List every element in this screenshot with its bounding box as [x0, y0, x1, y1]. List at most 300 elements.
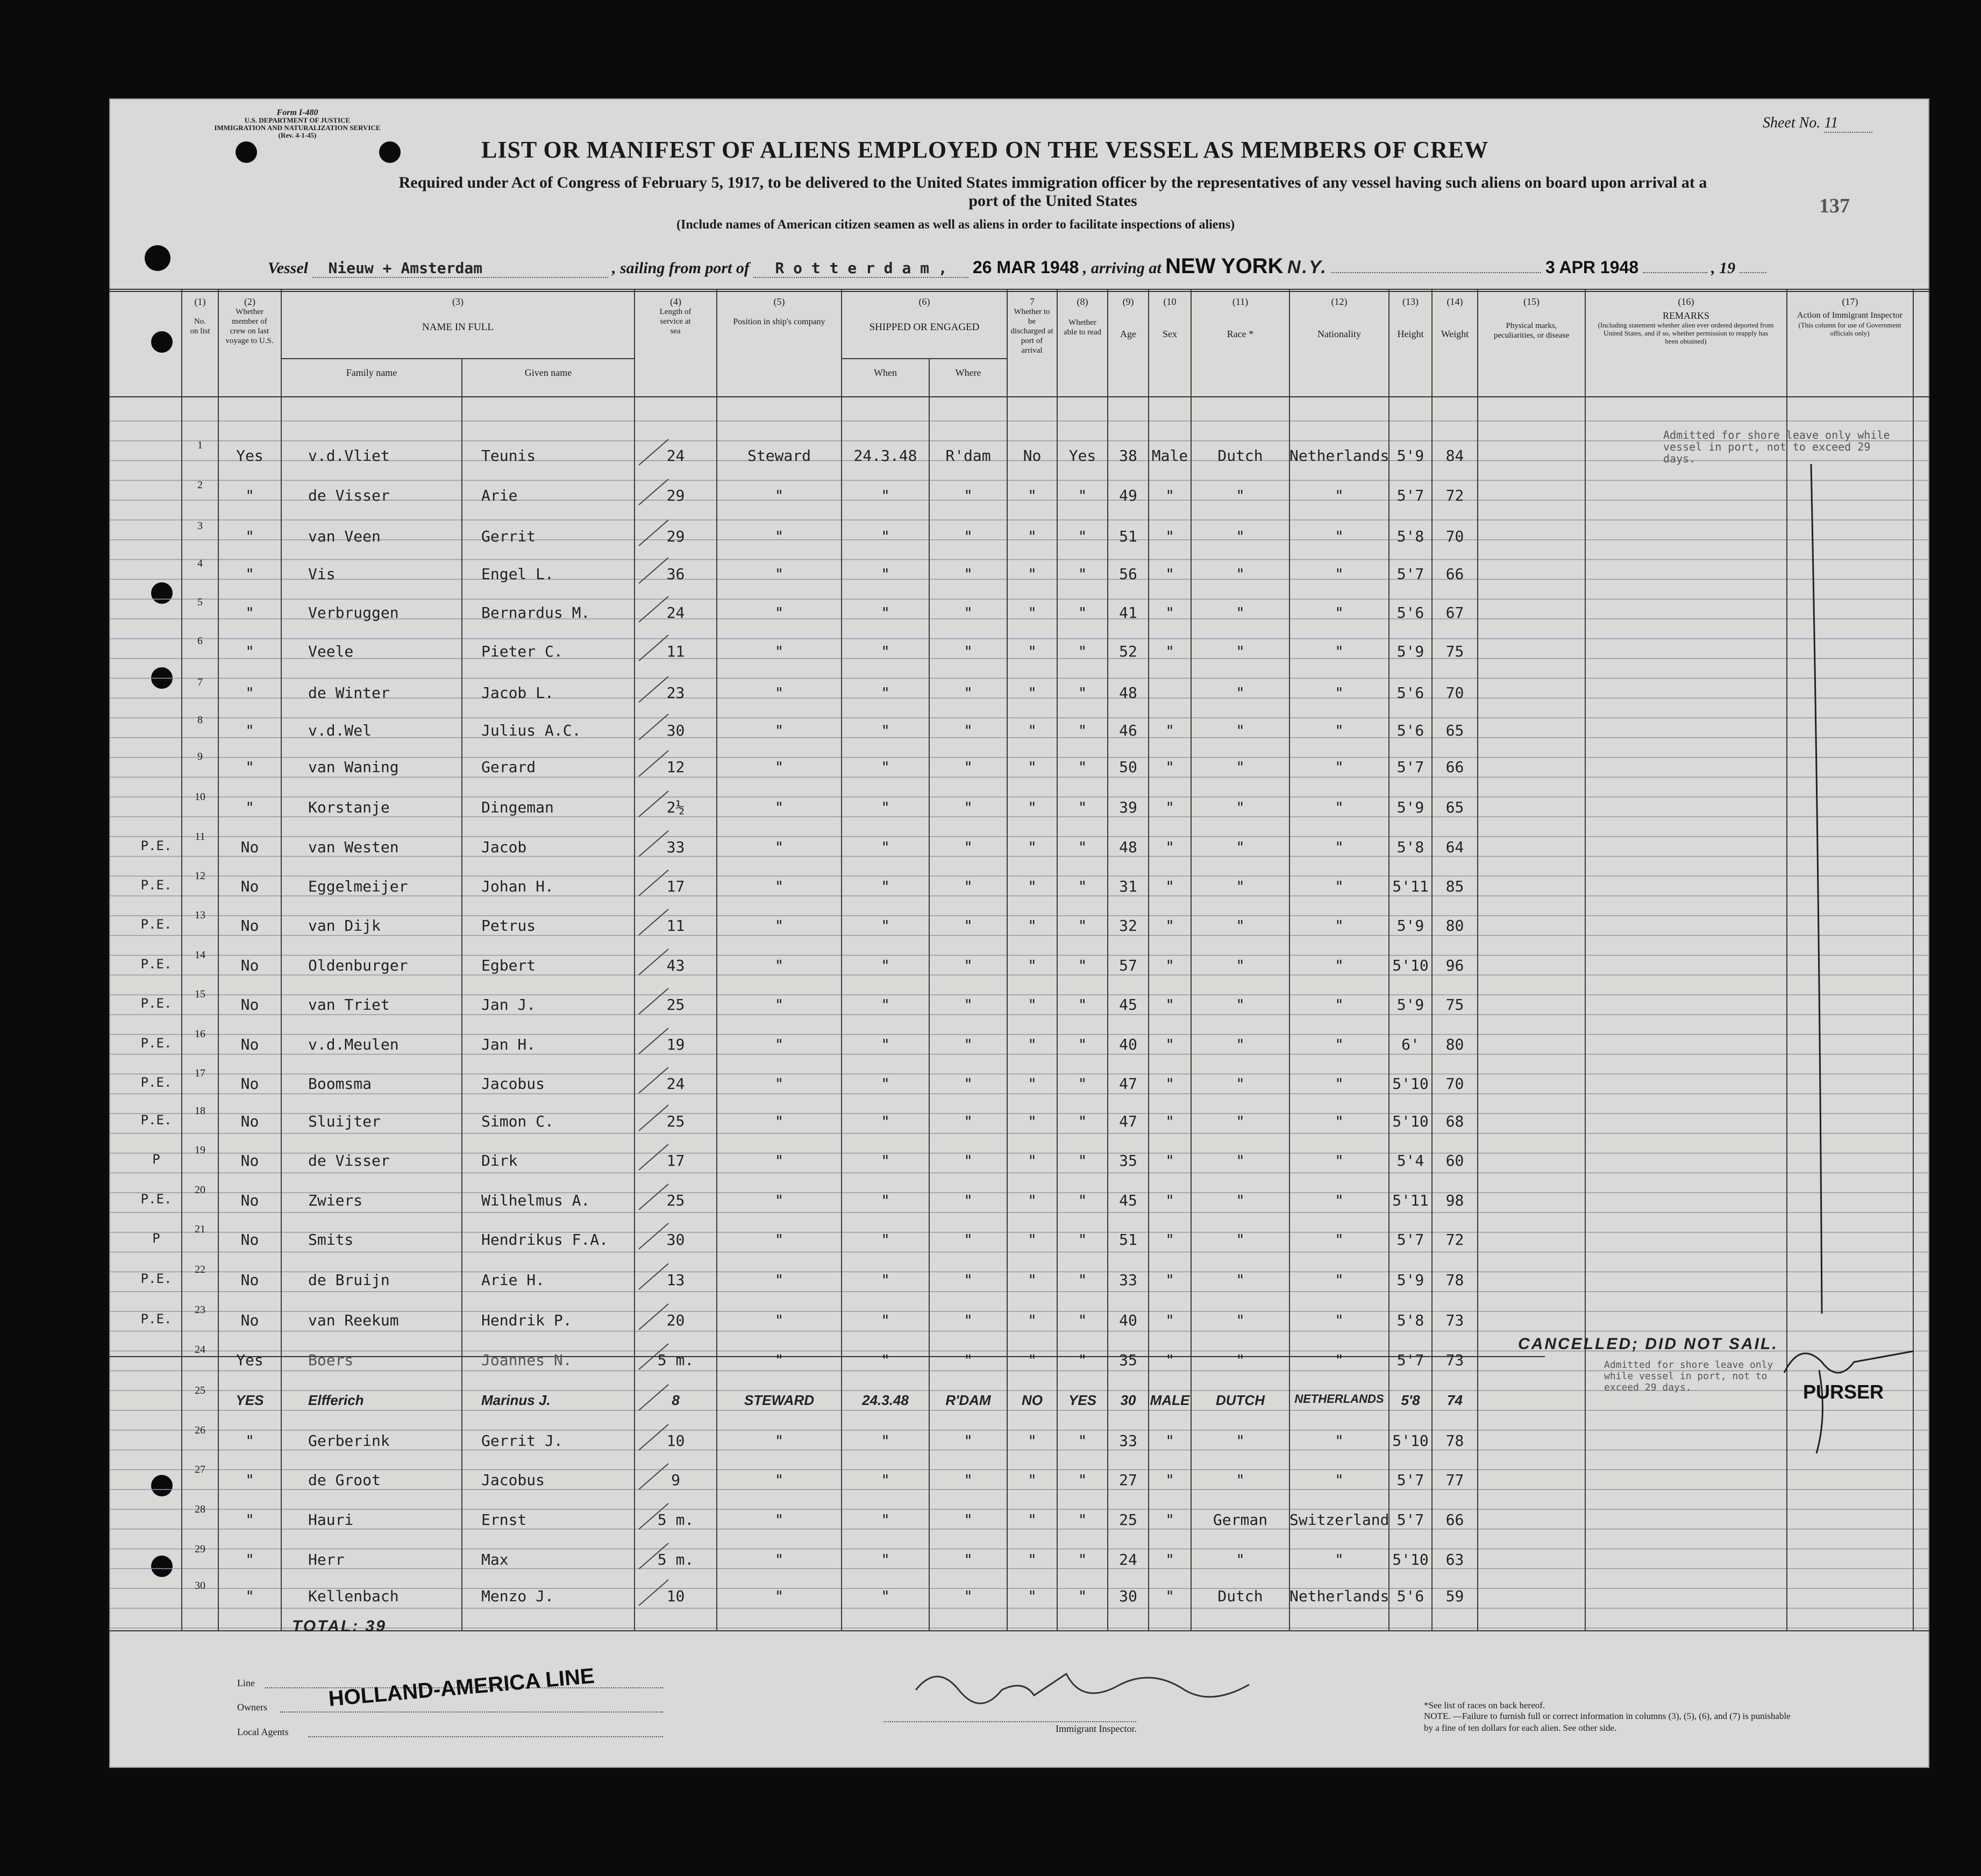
cell-pe-mark: P.E. [140, 1112, 172, 1128]
cell-position: " [774, 1152, 784, 1169]
cell-family-name: v.d.Meulen [308, 1036, 399, 1053]
header-col-13 [1389, 296, 1432, 339]
cell-given-name: Jacobus [481, 1471, 545, 1489]
cell-shipped-where: " [964, 798, 973, 816]
cell-family-name: Oldenburger [308, 957, 408, 974]
cell-age: 47 [1119, 1075, 1137, 1093]
cell-discharged: " [1028, 604, 1037, 622]
cell-able-to-read: " [1078, 1432, 1087, 1450]
header-col-7-num: 7 [1030, 296, 1035, 307]
cell-service-length: 25 [666, 1192, 685, 1209]
cell-weight: 80 [1445, 1036, 1464, 1053]
header-col-15-label: Physical marks, peculiarities, or disease [1493, 322, 1570, 340]
cell-height: 5'7 [1396, 1471, 1424, 1489]
cell-shipped-where: " [964, 1075, 973, 1093]
cell-weight: 74 [1447, 1392, 1463, 1408]
cell-nationality: " [1335, 565, 1344, 583]
cell-nationality: Switzerland [1289, 1511, 1389, 1529]
cell-discharged: " [1028, 878, 1037, 895]
cell-age: 24 [1119, 1551, 1137, 1568]
cell-service-length: 5 m. [657, 1551, 694, 1568]
header-col-14-num: (14) [1446, 296, 1463, 307]
row-number: 25 [195, 1385, 205, 1396]
cell-service-length: 29 [666, 527, 685, 545]
cell-age: 40 [1119, 1311, 1137, 1329]
cell-pe-mark: P [152, 1231, 160, 1246]
cell-position: " [774, 996, 784, 1014]
cell-nationality: " [1335, 1351, 1344, 1369]
sailing-port: R o t t e r d a m , [753, 259, 968, 278]
cell-age: 51 [1119, 1231, 1137, 1249]
cell-able-to-read: " [1078, 604, 1087, 622]
cell-given-name: Wilhelmus A. [481, 1192, 590, 1209]
cell-age: 48 [1119, 684, 1137, 702]
cell-given-name: Jan J. [481, 996, 536, 1014]
row-number: 23 [195, 1304, 205, 1316]
row-number: 9 [197, 751, 203, 762]
cell-height: 5'8 [1401, 1392, 1420, 1408]
cell-service-length: 25 [666, 996, 685, 1014]
cell-nationality: " [1335, 684, 1344, 702]
cell-sex: " [1165, 527, 1174, 545]
cell-last-voyage: " [245, 798, 254, 816]
row-number: 11 [195, 831, 205, 843]
cell-discharged: " [1028, 1471, 1037, 1489]
cell-race: German [1213, 1511, 1268, 1529]
cell-family-name: Veele [308, 643, 354, 660]
cell-service-length: 43 [666, 957, 685, 974]
sheet-label: Sheet No. [1763, 115, 1821, 131]
cell-pe-mark: P [152, 1152, 160, 1167]
agents-label: Local Agents [237, 1727, 289, 1737]
cell-shipped-when: " [881, 487, 890, 504]
cell-shipped-where: " [964, 917, 973, 935]
cell-nationality: Netherlands [1289, 1587, 1389, 1605]
cell-pe-mark: P.E. [140, 957, 172, 972]
cell-discharged: " [1028, 1511, 1037, 1529]
header-col-13-num: (13) [1402, 296, 1419, 307]
cell-last-voyage: Yes [236, 447, 263, 465]
cell-given-name: Arie H. [481, 1271, 545, 1289]
header-col-17-note: (This column for use of Government officials only) [1798, 321, 1901, 337]
cell-height: 5'9 [1396, 447, 1424, 465]
inspector-signature [916, 1674, 1249, 1703]
cell-height: 5'11 [1392, 878, 1429, 895]
cell-shipped-when: " [881, 838, 890, 856]
cell-race: " [1236, 1152, 1245, 1169]
header-col-3 [281, 296, 635, 333]
cell-race: " [1236, 1551, 1245, 1568]
cell-height: 5'6 [1396, 604, 1424, 622]
cell-shipped-when: " [881, 722, 890, 739]
cell-race: " [1236, 527, 1245, 545]
cell-race: " [1236, 1112, 1245, 1130]
header-family-name: Family name [346, 367, 397, 378]
cell-shipped-where: R'dam [945, 447, 991, 465]
cell-race: Dutch [1217, 447, 1263, 465]
cell-race: " [1236, 1075, 1245, 1093]
row-number: 15 [195, 988, 205, 1000]
cell-height: 6' [1401, 1036, 1420, 1053]
cell-position: " [774, 1471, 784, 1489]
header-col-13-label: Height [1397, 329, 1424, 339]
cell-nationality: " [1335, 957, 1344, 974]
cell-height: 5'8 [1396, 527, 1424, 545]
cell-height: 5'6 [1396, 1587, 1424, 1605]
cell-age: 27 [1119, 1471, 1137, 1489]
cell-sex: " [1165, 604, 1174, 622]
cell-sex: " [1165, 1432, 1174, 1450]
cell-shipped-when: " [881, 1471, 890, 1489]
cell-weight: 77 [1445, 1471, 1464, 1489]
cell-last-voyage: " [245, 1587, 254, 1605]
cell-nationality: NETHERLANDS [1294, 1392, 1384, 1406]
cell-service-length: 24 [666, 604, 685, 622]
cell-able-to-read: " [1078, 878, 1087, 895]
header-col-12 [1289, 296, 1389, 339]
cell-service-length: 20 [666, 1311, 685, 1329]
cell-able-to-read: " [1078, 1471, 1087, 1489]
cell-service-length: 10 [666, 1432, 685, 1450]
remark-cancelled: CANCELLED; DID NOT SAIL. [1518, 1335, 1778, 1353]
cell-last-voyage: No [240, 1152, 259, 1169]
cell-shipped-where: " [964, 527, 973, 545]
cell-position: " [774, 1551, 784, 1568]
cell-family-name: van Triet [308, 996, 390, 1014]
cell-shipped-when: " [881, 643, 890, 660]
header-col-6-num: (6) [918, 296, 930, 307]
cell-given-name: Hendrikus F.A. [481, 1231, 609, 1249]
cell-shipped-when: " [881, 996, 890, 1014]
cell-weight: 72 [1445, 487, 1464, 504]
cell-family-name: v.d.Vliet [308, 447, 390, 465]
cell-last-voyage: " [245, 1432, 254, 1450]
cell-shipped-when: 24.3.48 [853, 447, 917, 465]
cell-height: 5'9 [1396, 643, 1424, 660]
cell-family-name: van Westen [308, 838, 399, 856]
cell-given-name: Max [481, 1551, 509, 1568]
cell-height: 5'8 [1396, 1311, 1424, 1329]
cell-able-to-read: " [1078, 684, 1087, 702]
form-number: Form I-480 [276, 108, 318, 117]
cell-able-to-read: " [1078, 1351, 1087, 1369]
requirement-line-1: Required under Act of Congress of February 5, 1917, to be delivered to the United States immigration officer by the representatives of any vessel having such aliens on board upon arrival at a [398, 174, 1707, 191]
cell-shipped-when: " [881, 527, 890, 545]
cell-given-name: Dirk [481, 1152, 518, 1169]
cell-race: " [1236, 798, 1245, 816]
manifest-sheet [109, 98, 1929, 1768]
cell-position: " [774, 1231, 784, 1249]
cell-weight: 72 [1445, 1231, 1464, 1249]
cell-last-voyage: " [245, 565, 254, 583]
header-col-1-num: (1) [194, 296, 206, 307]
row-number: 5 [197, 596, 203, 608]
cell-service-length: 5 m. [657, 1511, 694, 1529]
cell-discharged: " [1028, 838, 1037, 856]
cell-last-voyage: No [240, 1192, 259, 1209]
cell-shipped-when: " [881, 1432, 890, 1450]
cell-given-name: Hendrik P. [481, 1311, 572, 1329]
cell-age: 33 [1119, 1271, 1137, 1289]
cell-age: 35 [1119, 1351, 1137, 1369]
cell-position: " [774, 1192, 784, 1209]
cell-position: STEWARD [744, 1392, 814, 1408]
cell-given-name: Gerrit J. [481, 1432, 563, 1450]
cell-able-to-read: " [1078, 758, 1087, 776]
cell-position: " [774, 722, 784, 739]
cell-age: 45 [1119, 1192, 1137, 1209]
header-col-1 [182, 296, 218, 336]
cell-sex: " [1165, 798, 1174, 816]
page-title: LIST OR MANIFEST OF ALIENS EMPLOYED ON THE VESSEL AS MEMBERS OF CREW [481, 137, 1489, 163]
cell-age: 30 [1119, 1587, 1137, 1605]
cell-discharged: No [1023, 447, 1042, 465]
cell-age: 41 [1119, 604, 1137, 622]
cell-given-name: Pieter C. [481, 643, 563, 660]
cell-pe-mark: P.E. [140, 1311, 172, 1326]
cell-discharged: " [1028, 1112, 1037, 1130]
header-col-3-num: (3) [452, 296, 464, 307]
header-col-8-num: (8) [1077, 296, 1088, 307]
cell-service-length: 9 [671, 1471, 680, 1489]
cell-race: " [1236, 957, 1245, 974]
header-col-12-label: Nationality [1317, 329, 1361, 339]
header-col-16-title: REMARKS [1662, 310, 1710, 321]
header-col-6-title: SHIPPED OR ENGAGED [869, 322, 980, 333]
cell-last-voyage: " [245, 1471, 254, 1489]
cell-shipped-where: " [964, 1471, 973, 1489]
header-col-9-label: Age [1120, 329, 1136, 339]
cell-nationality: " [1335, 1551, 1344, 1568]
cell-shipped-when: " [881, 957, 890, 974]
cell-shipped-where: " [964, 1511, 973, 1529]
cell-position: " [774, 1587, 784, 1605]
cell-discharged: " [1028, 1351, 1037, 1369]
cell-family-name: van Reekum [308, 1311, 399, 1329]
cell-last-voyage: No [240, 1036, 259, 1053]
cell-height: 5'10 [1392, 1432, 1429, 1450]
cell-race: DUTCH [1216, 1392, 1265, 1408]
cell-shipped-when: " [881, 1075, 890, 1093]
cell-position: " [774, 1036, 784, 1053]
cell-shipped-where: " [964, 1036, 973, 1053]
row-number: 1 [197, 439, 203, 451]
cell-able-to-read: " [1078, 1511, 1087, 1529]
cell-height: 5'10 [1392, 957, 1429, 974]
cell-last-voyage: YES [236, 1392, 264, 1408]
cell-able-to-read: Yes [1068, 447, 1096, 465]
cell-pe-mark: P.E. [140, 1271, 172, 1286]
cell-discharged: " [1028, 1551, 1037, 1568]
cell-last-voyage: No [240, 917, 259, 935]
cell-height: 5'6 [1396, 684, 1424, 702]
cell-discharged: " [1028, 643, 1037, 660]
header-col-9 [1108, 296, 1149, 339]
cell-service-length: 8 [672, 1392, 680, 1408]
cell-weight: 98 [1445, 1192, 1464, 1209]
cell-age: 30 [1120, 1392, 1136, 1408]
cell-position: " [774, 838, 784, 856]
row-number: 16 [195, 1028, 205, 1040]
cell-last-voyage: " [245, 487, 254, 504]
cell-sex: " [1165, 1152, 1174, 1169]
cell-last-voyage: " [245, 758, 254, 776]
cell-service-length: 33 [666, 838, 685, 856]
header-col-14 [1432, 296, 1478, 339]
cell-sex: " [1165, 1351, 1174, 1369]
cell-position: " [774, 487, 784, 504]
arrival-state: N.Y. [1287, 257, 1328, 277]
cell-weight: 75 [1445, 643, 1464, 660]
cell-shipped-where: " [964, 1271, 973, 1289]
cell-family-name: Boomsma [308, 1075, 372, 1093]
cell-race: " [1236, 1471, 1245, 1489]
agent-stamp: HOLLAND-AMERICA LINE [327, 1664, 596, 1711]
cell-sex: " [1165, 1471, 1174, 1489]
cell-able-to-read: " [1078, 1587, 1087, 1605]
row-number: 29 [195, 1543, 205, 1555]
cell-age: 56 [1119, 565, 1137, 583]
cell-position: " [774, 1075, 784, 1093]
cell-given-name: Simon C. [481, 1112, 554, 1130]
total-count: TOTAL: 39 [292, 1617, 387, 1635]
cell-service-length: 36 [666, 565, 685, 583]
cell-family-name: Kellenbach [308, 1587, 399, 1605]
cell-given-name: Joannes N. [481, 1351, 572, 1369]
header-col-17-num: (17) [1842, 296, 1858, 307]
header-col-9-num: (9) [1122, 296, 1134, 307]
cell-position: " [774, 917, 784, 935]
row-number: 2 [197, 479, 203, 491]
cell-shipped-when: " [881, 1551, 890, 1568]
cell-shipped-when: " [881, 1112, 890, 1130]
sailing-label: , sailing from port of [612, 259, 750, 277]
header-col-10-num: (10 [1163, 296, 1177, 307]
cell-shipped-when: " [881, 1587, 890, 1605]
cell-age: 48 [1119, 838, 1137, 856]
row-number: 17 [195, 1067, 205, 1079]
cell-shipped-where: " [964, 487, 973, 504]
cell-height: 5'7 [1396, 758, 1424, 776]
cell-race: " [1236, 565, 1245, 583]
cell-given-name: Dingeman [481, 798, 554, 816]
cell-height: 5'10 [1392, 1112, 1429, 1130]
cell-weight: 75 [1445, 996, 1464, 1014]
cell-last-voyage: No [240, 1271, 259, 1289]
cell-family-name: Smits [308, 1231, 354, 1249]
cell-shipped-where: R'DAM [945, 1392, 991, 1408]
cell-last-voyage: " [245, 1511, 254, 1529]
cell-position: " [774, 1112, 784, 1130]
cell-last-voyage: No [240, 957, 259, 974]
cell-discharged: NO [1022, 1392, 1043, 1408]
cell-position: " [774, 684, 784, 702]
cell-sex: " [1165, 487, 1174, 504]
cell-height: 5'7 [1396, 565, 1424, 583]
cell-sex: " [1165, 1231, 1174, 1249]
cell-height: 5'4 [1396, 1152, 1424, 1169]
cell-race: " [1236, 643, 1245, 660]
cell-service-length: 12 [666, 758, 685, 776]
cell-height: 5'10 [1392, 1551, 1429, 1568]
cell-family-name: de Groot [308, 1471, 381, 1489]
cell-sex: " [1165, 1311, 1174, 1329]
header-col-15 [1478, 296, 1585, 340]
cell-discharged: " [1028, 487, 1037, 504]
cell-shipped-where: " [964, 1112, 973, 1130]
cell-nationality: " [1335, 996, 1344, 1014]
cell-race: " [1236, 1192, 1245, 1209]
cell-height: 5'9 [1396, 1271, 1424, 1289]
cell-race: " [1236, 758, 1245, 776]
cell-height: 5'6 [1396, 722, 1424, 739]
cell-nationality: " [1335, 798, 1344, 816]
cell-age: 47 [1119, 1112, 1137, 1130]
cell-nationality: " [1335, 1152, 1344, 1169]
inspector-label: Immigrant Inspector. [1056, 1723, 1137, 1734]
cell-able-to-read: " [1078, 957, 1087, 974]
cell-family-name: v.d.Wel [308, 722, 372, 739]
cell-able-to-read: " [1078, 1192, 1087, 1209]
cell-given-name: Johan H. [481, 878, 554, 895]
cell-able-to-read: " [1078, 722, 1087, 739]
row-number: 19 [195, 1144, 205, 1156]
cell-sex: " [1165, 957, 1174, 974]
cell-height: 5'8 [1396, 838, 1424, 856]
cell-discharged: " [1028, 917, 1037, 935]
cell-race: " [1236, 1036, 1245, 1053]
cell-shipped-when: " [881, 1036, 890, 1053]
cell-shipped-where: " [964, 1231, 973, 1249]
cell-age: 38 [1119, 447, 1137, 465]
header-given-name: Given name [524, 367, 572, 378]
cell-service-length: 13 [666, 1271, 685, 1289]
header-col-2-num: (2) [244, 296, 255, 307]
header-col-12-num: (12) [1331, 296, 1348, 307]
cell-nationality: " [1335, 527, 1344, 545]
cell-sex: " [1165, 1587, 1174, 1605]
cell-discharged: " [1028, 1036, 1037, 1053]
cell-weight: 67 [1445, 604, 1464, 622]
cell-weight: 70 [1445, 1075, 1464, 1093]
header-when: When [874, 367, 897, 378]
cell-shipped-when: " [881, 1271, 890, 1289]
cell-nationality: " [1335, 1231, 1344, 1249]
cell-last-voyage: Yes [236, 1351, 263, 1369]
cell-sex: " [1165, 722, 1174, 739]
row-number: 20 [195, 1184, 205, 1196]
cell-pe-mark: P.E. [140, 917, 172, 932]
cell-weight: 66 [1445, 565, 1464, 583]
header-col-15-num: (15) [1523, 296, 1540, 307]
cell-weight: 70 [1445, 527, 1464, 545]
cell-weight: 66 [1445, 758, 1464, 776]
cell-position: " [774, 1271, 784, 1289]
cell-family-name: Hauri [308, 1511, 354, 1529]
cell-given-name: Marinus J. [481, 1392, 551, 1408]
sailing-date: 26 MAR 1948 [972, 258, 1079, 277]
cell-service-length: 19 [666, 1036, 685, 1053]
cell-last-voyage: " [245, 722, 254, 739]
cell-able-to-read: " [1078, 838, 1087, 856]
cell-able-to-read: " [1078, 917, 1087, 935]
fine-note: NOTE. —Failure to furnish full or correct information in columns (3), (5), (6), and (7) is punishable by a fine of ten dollars for each alien. See other side. [1424, 1711, 1791, 1733]
cell-able-to-read: " [1078, 996, 1087, 1014]
cell-nationality: " [1335, 722, 1344, 739]
cell-height: 5'9 [1396, 798, 1424, 816]
cell-race: " [1236, 1271, 1245, 1289]
cell-race: " [1236, 722, 1245, 739]
